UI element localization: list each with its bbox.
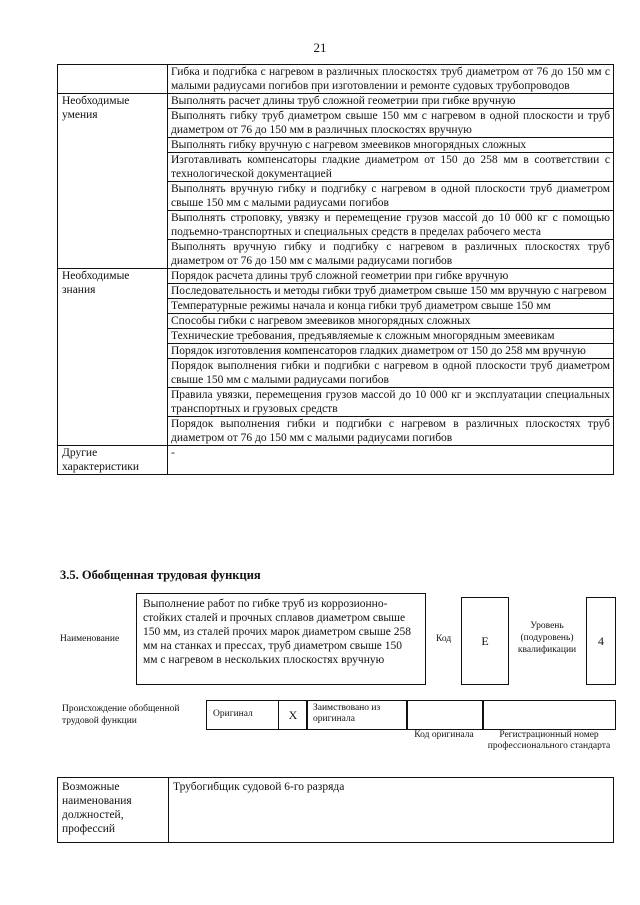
- skills-empty-label: [58, 65, 168, 94]
- list-item: Порядок изготовления компенсаторов гладких диаметром от 150 до 258 мм вручную: [168, 344, 614, 359]
- skills-table: [57, 64, 614, 475]
- list-item: Порядок выполнения гибки и подгибки с нагревом в различных плоскостях труб диаметром от 76 до 150 мм с малыми радиусами погибов: [168, 417, 614, 446]
- list-item: Последовательность и методы гибки труб диаметром свыше 150 мм вручную с нагревом: [168, 284, 614, 299]
- other-characteristics-value: -: [168, 446, 614, 475]
- code-value-box: E: [461, 597, 509, 685]
- borrowed-cell: [306, 700, 408, 730]
- original-code-caption: Код оригинала: [414, 730, 474, 740]
- code-label: Код: [436, 634, 452, 644]
- function-name-box: Выполнение работ по гибке труб из коррозионно-стойких сталей и прочных сплавов диаметром свыше 150 мм, из сталей прочих марок диаметром свыше 258 мм на станках и прессах, труб диаметром свыше 150 мм с нагревом в нескольких плоскостях вручную: [136, 593, 426, 685]
- professions-label: Возможные наименования должностей, профессий: [58, 778, 169, 843]
- knowledge-label: Необходимые знания: [58, 269, 168, 446]
- professions-table: [57, 777, 614, 843]
- name-label: Наименование: [60, 634, 120, 644]
- list-item: Выполнять гибку вручную с нагревом змеевиков многорядных сложных: [168, 138, 614, 153]
- skills-label: Необходимые умения: [58, 94, 168, 269]
- list-item: Выполнять вручную гибку и подгибку с нагревом в различных плоскостях труб диаметром от 76 до 150 мм с малыми радиусами погибов: [168, 240, 614, 269]
- original-label: Оригинал: [213, 709, 253, 719]
- list-item: Выполнять гибку труб диаметром свыше 150 мм с нагревом в одной плоскости и труб диаметром от 76 до 150 мм в различных плоскостях вручную: [168, 109, 614, 138]
- registration-number-cell: [482, 700, 616, 730]
- list-item: Изготавливать компенсаторы гладкие диаметром от 150 до 258 мм в соответствии с технологической документацией: [168, 153, 614, 182]
- skills-item: Гибка и подгибка с нагревом в различных плоскостях труб диаметром от 76 до 150 мм с малыми радиусами погибов при изготовлении и ремонте судовых трубопроводов: [168, 65, 614, 94]
- page-number: 21: [313, 40, 327, 55]
- other-characteristics-row: [58, 446, 614, 475]
- professions-value: Трубогибщик судовой 6-го разряда: [169, 778, 614, 843]
- list-item: Выполнять расчет длины труб сложной геометрии при гибке вручную: [168, 94, 614, 109]
- qualification-level-label: Уровень (подуровень) квалификации: [517, 621, 577, 655]
- qualification-level-box: 4: [586, 597, 616, 685]
- table-row: [58, 94, 614, 109]
- origin-label: Происхождение обобщенной трудовой функции: [62, 704, 180, 726]
- borrowed-label: Заимствовано из оригинала: [313, 703, 381, 724]
- list-item: Порядок расчета длины труб сложной геометрии при гибке вручную: [168, 269, 614, 284]
- list-item: Правила увязки, перемещения грузов массой до 10 000 кг и эксплуатации специальных транспортных и грузовых средств: [168, 388, 614, 417]
- skills-row-top: [58, 65, 614, 94]
- other-characteristics-label: Другие характеристики: [58, 446, 168, 475]
- section-title: 3.5. Обобщенная трудовая функция: [60, 568, 261, 582]
- original-mark: X: [278, 700, 308, 730]
- list-item: Температурные режимы начала и конца гибки труб диаметром свыше 150 мм: [168, 299, 614, 314]
- list-item: Технические требования, предъявляемые к сложным многорядным змеевикам: [168, 329, 614, 344]
- table-row: [58, 269, 614, 284]
- list-item: Выполнять вручную гибку и подгибку с нагревом в одной плоскости труб диаметром свыше 150 мм с малыми радиусами погибов: [168, 182, 614, 211]
- original-code-cell: [406, 700, 484, 730]
- list-item: Способы гибки с нагревом змеевиков многорядных сложных: [168, 314, 614, 329]
- list-item: Выполнять строповку, увязку и перемещение грузов массой до 10 000 кг с помощью подъемно-транспортных и специальных средств в пределах рабочего места: [168, 211, 614, 240]
- list-item: Порядок выполнения гибки и подгибки с нагревом в одной плоскости труб диаметром свыше 150 мм с малыми радиусами погибов: [168, 359, 614, 388]
- registration-number-caption: Регистрационный номер профессионального стандарта: [487, 730, 611, 751]
